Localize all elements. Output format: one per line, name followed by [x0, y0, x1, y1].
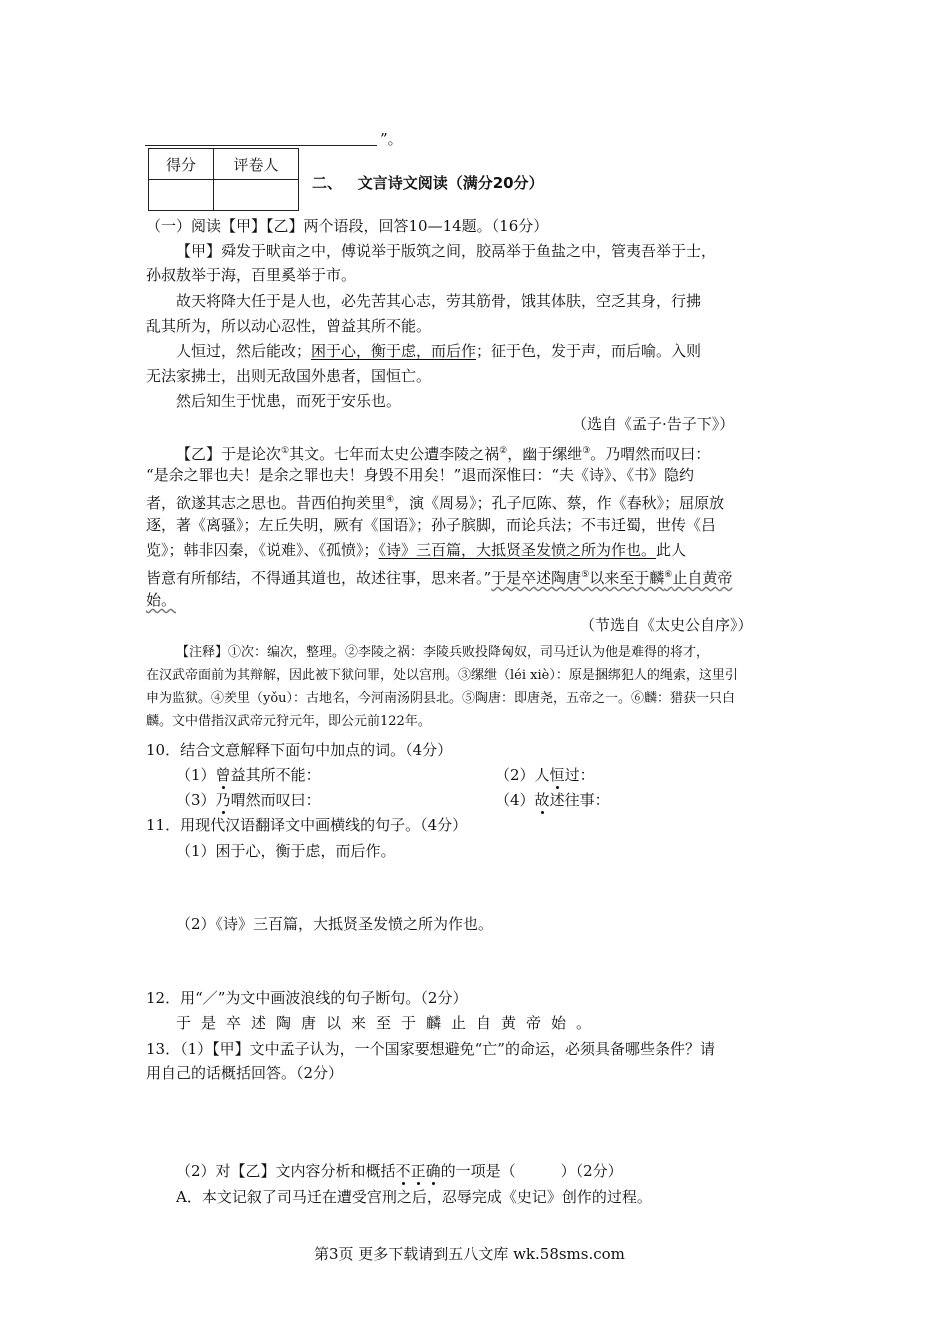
q11-sentence-2: （2）《诗》三百篇，大抵贤圣发愤之所为作也。: [176, 915, 494, 933]
jia-p2a: 故天将降大任于是人也，必先苦其心志，劳其筋骨，饿其体肤，空乏其身，行拂: [176, 292, 702, 310]
q13-p2-pre: （2）对【乙】文内容分析和概括: [176, 1162, 396, 1180]
jia-underlined-sentence: 困于心，衡于虑，而后作: [311, 342, 477, 360]
dotted-word: 乃: [215, 791, 231, 809]
dotted-word: 故: [534, 791, 550, 809]
grader-header: 评卷人: [214, 149, 299, 180]
q10-2-pre: （2）人: [495, 766, 550, 784]
q10-4-pre: （4）: [495, 791, 535, 809]
q10-item-1: [176, 764, 321, 786]
dotted-word: 确: [425, 1162, 441, 1180]
q10-3-post: 喟然而叹曰：: [230, 791, 321, 809]
score-cell[interactable]: [149, 180, 214, 211]
jia-p1a: 【甲】舜发于畎亩之中，傅说举于版筑之间，胶鬲举于鱼盐之中，管夷吾举于士，: [176, 242, 717, 260]
q10-item-2: [495, 764, 595, 786]
yi-wavy-b: 以来至于麟: [589, 569, 665, 587]
q13-p2-post: 的一项是（ ）（2分）: [440, 1162, 623, 1180]
yi-l5-post: 此人: [656, 541, 687, 559]
q10-3-pre: （3）: [176, 791, 216, 809]
grader-cell[interactable]: [214, 180, 299, 211]
note-ref-4: ④: [386, 495, 395, 505]
yi-line1: [176, 440, 710, 465]
note-line-4: 麟。文中借指汉武帝元狩元年，即公元前122年。: [146, 714, 431, 729]
q13-line-1: 13．（1）【甲】文中孟子认为，一个国家要想避免“亡”的命运，必须具备哪些条件？请: [146, 1040, 715, 1058]
yi-l3: 者，欲遂其志之思也。昔西伯拘羑里: [146, 494, 387, 512]
yi-underlined-sentence: 《诗》三百篇，大抵贤圣发愤之所为作也。: [378, 541, 657, 559]
q13-part2: [176, 1160, 623, 1182]
section-title: [312, 172, 544, 193]
q10-item-3: [176, 789, 321, 811]
yi-l1b: 其文。七年而太史公遭李陵之祸: [289, 445, 500, 463]
q10-stem: 10．结合文意解释下面句中加点的词。（4分）: [146, 741, 453, 759]
part1-intro: （一）阅读【甲】【乙】两个语段，回答10—14题。（16分）: [146, 217, 549, 235]
jia-p3a: [176, 340, 701, 362]
yi-wavy-a: 于是卒述陶唐: [491, 569, 582, 587]
yi-source: （节选自《太史公自序》）: [580, 616, 753, 634]
jia-p3a-post: ；征于色，发于声，而后喻。入则: [476, 342, 702, 360]
note-line-2: 在汉武帝面前为其辩解，因此被下狱问罪，处以宫刑。③缧绁（léi xiè）：原是捆绑犯人的绳索，这里引: [146, 668, 738, 683]
jia-p3a-pre: 人恒过，然后能改；: [176, 342, 312, 360]
note-ref-6: ⑥: [664, 570, 673, 580]
note-ref-5: ⑤: [581, 570, 590, 580]
yi-line5: [146, 539, 686, 561]
closing-quote: ”。: [380, 130, 403, 148]
note-ref-2: ②: [499, 446, 508, 456]
dotted-word: 正: [410, 1162, 426, 1180]
answer-blank-line: [145, 145, 377, 146]
yi-line7: [146, 589, 176, 611]
yi-line3: [146, 489, 724, 514]
q12-stem: 12．用“／”为文中画波浪线的句子断句。（2分）: [146, 989, 468, 1007]
note-line-1: 【注释】①次：编次，整理。②李陵之祸：李陵兵败投降匈奴，司马迁认为他是难得的将才，: [176, 645, 710, 660]
yi-wavy-sentence: [491, 569, 732, 587]
q13-line-2: 用自己的话概括回答。（2分）: [146, 1064, 344, 1082]
q11-sentence-1: （1）困于心，衡于虑，而后作。: [176, 842, 396, 860]
q12-text: 于是卒述陶唐以来至于麟止自黄帝始。: [176, 1014, 602, 1032]
yi-wavy-end: 始。: [146, 591, 177, 609]
yi-line2: “是余之罪也夫！是余之罪也夫！身毁不用矣！”退而深惟曰：“夫《诗》、《书》隐约: [146, 466, 695, 484]
yi-wavy-c: 止自黄帝: [672, 569, 733, 587]
yi-line6: [146, 564, 732, 589]
q10-4-post: 述往事：: [549, 791, 610, 809]
score-header: 得分: [149, 149, 214, 180]
score-table: [148, 148, 299, 211]
yi-l1c: ，幽于缧绁: [507, 445, 583, 463]
jia-source: （选自《孟子·告子下》）: [572, 415, 735, 433]
jia-p2b: 乱其所为，所以动心忍性，曾益其所不能。: [146, 317, 432, 335]
yi-l3b: ，演《周易》；孔子厄陈、蔡，作《春秋》；屈原放: [394, 494, 725, 512]
yi-line4: 逐，著《离骚》；左丘失明，厥有《国语》；孙子膑脚，而论兵法；不韦迁蜀，世传《吕: [146, 516, 717, 534]
note-line-3: 申为监狱。④羑里（yǒu）：古地名，今河南汤阴县北。⑤陶唐：即唐尧，五帝之一。⑥麟：猎获一只白: [146, 691, 736, 706]
page-footer: 第3页 更多下载请到五八文库 wk.58sms.com: [314, 1245, 625, 1263]
q10-item-4: [495, 789, 610, 811]
yi-l1a: 【乙】于是论次: [176, 445, 282, 463]
section-number: 二、: [312, 174, 343, 192]
yi-l6-pre: 皆意有所郁结，不得通其道也，故述往事，思来者。”: [146, 569, 492, 587]
jia-p1b: 孙叔敖举于海，百里奚举于市。: [146, 266, 357, 284]
q10-1-post: 益其所不能：: [230, 766, 321, 784]
dotted-word: 曾: [215, 766, 231, 784]
section-title-text: 文言诗文阅读（满分20分）: [357, 174, 544, 192]
yi-l5-pre: 览》；韩非囚秦，《说难》、《孤愤》；: [146, 541, 379, 559]
dotted-word: 恒: [549, 766, 565, 784]
q10-2-post: 过：: [564, 766, 595, 784]
dotted-word: 不: [395, 1162, 411, 1180]
note-ref-1: ①: [281, 446, 290, 456]
q13-option-a: A．本文记叙了司马迁在遭受宫刑之后，忍辱完成《史记》创作的过程。: [176, 1188, 652, 1206]
jia-p4: 然后知生于忧患，而死于安乐也。: [176, 392, 402, 410]
yi-l1d: 。乃喟然而叹曰：: [590, 445, 711, 463]
q11-stem: 11．用现代汉语翻译文中画横线的句子。（4分）: [146, 816, 468, 834]
jia-p3b: 无法家拂士，出则无敌国外患者，国恒亡。: [146, 367, 432, 385]
note-ref-3: ③: [582, 446, 591, 456]
q10-1-pre: （1）: [176, 766, 216, 784]
